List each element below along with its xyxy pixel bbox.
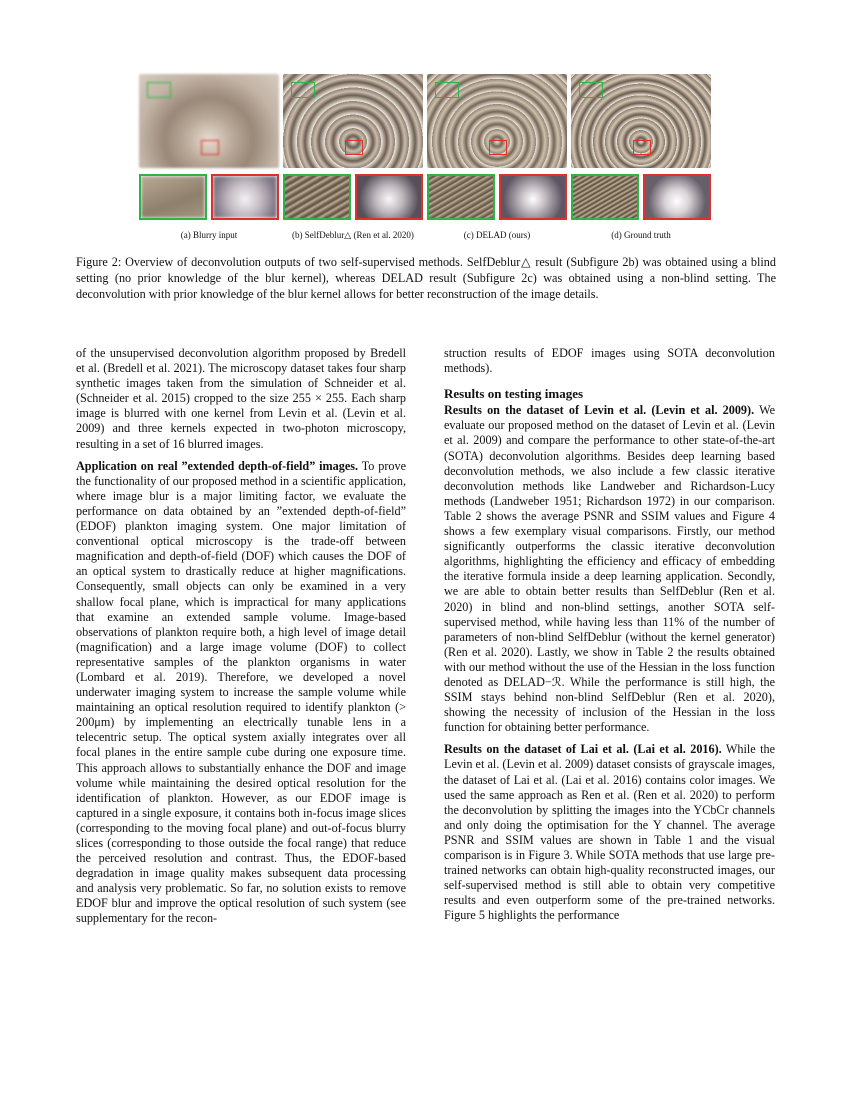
- subcaption-d: (d) Ground truth: [611, 230, 671, 240]
- red-roi-box: [489, 140, 507, 155]
- green-roi-box: [291, 82, 315, 98]
- staircase-image-blurry: [139, 74, 279, 168]
- paragraph-edof-body: To prove the functionality of our proposed method in a scientific application, where image blur is a major limiting factor, we evaluate the performance on data obtained by an ”extended depth-of-field” (EDOF) plankton imaging system. One major limitation of conventional optical microscopy is the trade-off between magnification and depth-of-field (DOF) which causes the DOF of an optical system to drastically reduce at higher magnifications. Consequently, small objects can only be examined in a very shallow focal plane, which is impractical for many applications that examine an extended sample volume. Image-based observations of plankton require both, a high level of image detail (magnification) and a large image volume (DOF) to collect representative samples of the plankton organisms in water (Lombard et al. 2019). Therefore, we developed a novel underwater imaging system to increase the sample volume while maintaining an optical resolution required to identify plankton (> 200μm) by implementing an electrically tunable lens in a telecentric setup. The optical system axially integrates over all focal planes in the entire sample cube during one exposure time. This approach allows to substantially enhance the DOF and image volume while maintaining the desired optical resolution for the identification of plankton. However, as our EDOF image is captured in a single exposure, it contains both in-focus image slices (corresponding to the moving focal plane) and out-of-focus blurry slices (corresponding to those outside the focal range) that reduce the perceived resolution and contrast. Thus, the EDOF-based degradation in image quality makes subsequent data processing and analysis very problematic. So far, no solution exists to remove EDOF blur and improve the optical resolution of such system (see supplementary for the recon-: [76, 458, 407, 926]
- staircase-image-selfdeblur: [283, 74, 423, 168]
- green-crop-ground-truth: [571, 174, 639, 220]
- green-roi-box: [147, 82, 171, 98]
- paragraph-dataset-description: of the unsupervised deconvolution algorithm proposed by Bredell et al. (Bredell et al. 2021). The microscopy dataset takes four sharp synthetic images taken from the simulation of Schneider et al. (Schneider et al. 2015) cropped to the size 255 × 255. Each sharp image is blurred with one kernel from Levin et al. (Levin et al. 2009) and three kernels expected in two-photon microscopy, resulting in a set of 16 blurred images.: [76, 346, 406, 451]
- paragraph-continuation: struction results of EDOF images using SOTA deconvolution methods).: [444, 346, 775, 376]
- section-heading-results: Results on testing images: [444, 386, 584, 402]
- subcaption-c: (c) DELAD (ours): [463, 230, 531, 240]
- red-crop-delad: [499, 174, 567, 220]
- paragraph-lai: [444, 742, 775, 923]
- subcaption-b: (b) SelfDeblur△ (Ren et al. 2020): [292, 230, 414, 240]
- green-roi-box: [579, 82, 603, 98]
- paragraph-heading-edof: Application on real ”extended depth-of-field” images.: [76, 458, 359, 473]
- red-roi-box: [345, 140, 363, 155]
- paragraph-lai-body: While the Levin et al. (Levin et al. 2009) dataset consists of grayscale images, the dataset of Lai et al. (Lai et al. 2016) contains color images. We used the same approach as Ren et al. (Ren et al. 2020) to perform the deconvolution by splitting the images into the YCbCr channels and only doing the optimisation for the Y channel. The average PSNR and SSIM values are shown in Table 1 and the visual comparison is in Figure 3. While SOTA methods that use large pre-trained networks can obtain high-quality reconstructed images, our self-supervised method is still able to obtain very competitive results and even outperform some of the pre-trained networks. Figure 5 highlights the performance: [444, 742, 776, 923]
- paragraph-heading-lai: Results on the dataset of Lai et al. (Lai et al. 2016).: [444, 742, 722, 757]
- red-crop-selfdeblur: [355, 174, 423, 220]
- subcaption-a: (a) Blurry input: [180, 230, 238, 240]
- left-column: [76, 346, 406, 927]
- paragraph-levin: [444, 403, 775, 735]
- figure-caption: Figure 2: Overview of deconvolution outputs of two self-supervised methods. SelfDeblur△ result (Subfigure 2b) was obtained using a blind setting (no prior knowledge of the blur kernel), whereas DELAD result (Subfigure 2c) was obtained using a non-blind setting. The deconvolution with prior knowledge of the blur kernel allows for better reconstruction of the image details.: [76, 255, 776, 301]
- green-crop-blurry: [139, 174, 207, 220]
- green-crop-delad: [427, 174, 495, 220]
- staircase-image-ground-truth: [571, 74, 711, 168]
- red-roi-box: [633, 140, 651, 155]
- staircase-image-delad: [427, 74, 567, 168]
- green-roi-box: [435, 82, 459, 98]
- red-crop-blurry: [211, 174, 279, 220]
- green-crop-selfdeblur: [283, 174, 351, 220]
- paragraph-heading-levin: Results on the dataset of Levin et al. (Levin et al. 2009).: [444, 403, 755, 418]
- paragraph-edof: [76, 459, 406, 927]
- red-crop-ground-truth: [643, 174, 711, 220]
- red-roi-box: [201, 140, 219, 155]
- paragraph-levin-body: We evaluate our proposed method on the dataset of Levin et al. (Levin et al. 2009) and compare the performance to other state-of-the-art (SOTA) deconvolution algorithms. Besides deep learning based deconvolution methods, we also include a few classic iterative deconvolution methods like Landweber and Richardson-Lucy methods (Landweber 1951; Richardson 1972) in our comparison. Table 2 shows the average PSNR and SSIM values and Figure 4 shows a few exemplary visual comparisons. Firstly, our method significantly outperforms the classic iterative deconvolution algorithms, highlighting the efficiency and efficacy of embedding the iterative formula inside a deep learning application. Secondly, we are able to obtain better results than SelfDeblur (Ren et al. 2020) in blind and non-blind settings, another SOTA self-supervised method, while having less than 11% of the number of parameters of non-blind SelfDeblur (without the kernel generator) (Ren et al. 2020). Lastly, we show in Table 2 the results obtained with our method without the use of the Hessian in the loss function denoted as DELAD−ℛ. While the performance is still high, the SSIM stays behind non-blind SelfDeblur (Ren et al. 2020), showing the necessity of inclusion of the Hessian in the loss function for obtaining better performance.: [444, 403, 776, 735]
- right-column: [444, 346, 775, 923]
